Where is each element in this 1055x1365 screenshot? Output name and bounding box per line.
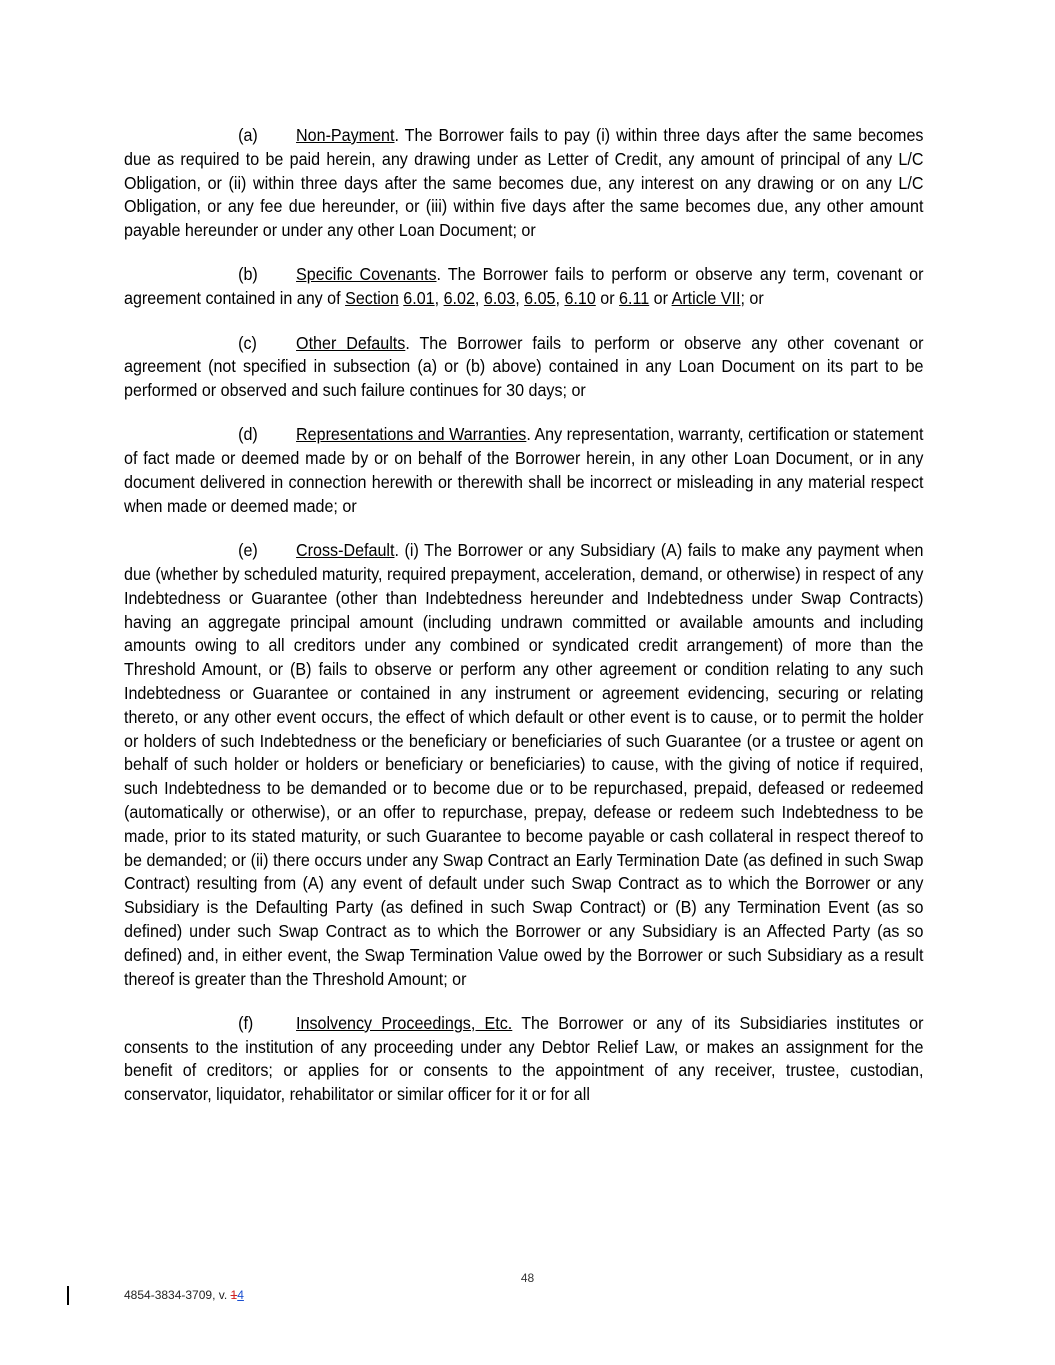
clause [124,423,923,518]
clause-text: The Borrower or any of its Subsidiaries institutes or consents to the institution of any proceeding under any Debtor Relief Law, or makes an assignment for the benefit of creditors; or applies for or consents to the appointment of any receiver, trustee, custodian, conservator, liquidator, rehabilitator or similar officer for it or for all [124,1012,924,1105]
clause-letter: (d) [238,424,258,445]
revision-change-bar [67,1286,69,1305]
clause-text: ; or [740,288,764,309]
clause [124,263,923,311]
document-id [124,1288,244,1302]
clause-text: , [555,288,565,309]
cross-reference: 6.02 [443,288,475,309]
page-number: 48 [520,1271,535,1285]
clause [124,1012,923,1107]
clause-letter: (f) [238,1012,254,1033]
clause-list [124,124,923,1107]
document-id-prefix: 4854-3834-3709, v. [124,1288,231,1302]
clause-text: or [649,288,672,309]
cross-reference: 6.10 [564,288,596,309]
cross-reference: Section [345,288,399,309]
version-inserted: 4 [237,1288,244,1302]
clause-text: , [434,288,444,309]
cross-reference: 6.11 [619,288,650,309]
clause-text: , [515,288,525,309]
cross-reference: 6.05 [524,288,556,309]
clause-heading: Non-Payment [296,125,395,145]
document-body [124,124,924,1127]
clause-text: . Any representation, warranty, certification or statement of fact made or deemed made by or on behalf of the Borrower herein, in any other Loan Document, or in any document delivered in connection herewith or therewith shall be incorrect or misleading in any material respect when made or deemed made; or [124,424,924,516]
clause [124,332,923,403]
cross-reference: Article VII [671,288,741,309]
cross-reference: 6.03 [483,288,516,309]
clause-letter: (c) [238,332,257,353]
clause-heading: Cross-Default [296,540,395,561]
clause-letter: (a) [238,125,258,145]
clause-heading: Insolvency Proceedings, Etc. [296,1012,513,1033]
clause-heading: Specific Covenants [296,264,437,285]
clause-letter: (e) [238,540,258,561]
clause-text: . The Borrower fails to pay (i) within three days after the same becomes due as required to be paid herein, any drawing under as Letter of Credit, any amount of principal of any L/C Obligation, or (ii) within three days after the same becomes due, any interest on any drawing or on any L/C Obligation, or any fee due hereunder, or (iii) within five days after the same becomes due, any other amount payable hereunder or under any other Loan Document; or [124,125,924,241]
clause-text: . (i) The Borrower or any Subsidiary (A) fails to make any payment when due (whether by scheduled maturity, required prepayment, acceleration, demand, or otherwise) in respect of any Indebtedness or Guarantee (other than Indebtedness hereunder and Indebtedness under Swap Contracts) having an aggregate principal amount (including undrawn committed or available amounts and including amounts owing to all creditors under any combined or syndicated credit arrangement) of more than the Threshold Amount, or (B) fails to observe or perform any other agreement or condition relating to any such Indebtedness or Guarantee or contained in any instrument or agreement evidencing, securing or relating thereto, or any other event occurs, the effect of which default or other event is to cause, or to permit the holder or holders of such Indebtedness or the beneficiary or beneficiaries of such Guarantee (or a trustee or agent on behalf of such holder or holders or beneficiary or beneficiaries) to cause, with the giving of notice if required, such Indebtedness to be demanded or to become due or to be repurchased, prepaid, defeased or redeemed (automatically or otherwise), or an offer to repurchase, prepay, defease or redeem such Indebtedness to be made, prior to its stated maturity, or such Guarantee to become payable or cash collateral in respect thereof to be demanded; or (ii) there occurs under any Swap Contract an Early Termination Date (as defined in such Swap Contract) resulting from (A) any event of default under such Swap Contract as to which the Borrower or any Subsidiary is the Defaulting Party (as defined in such Swap Contract) or (B) any Termination Event (as so defined) under such Swap Contract as to which the Borrower or any Subsidiary is an Affected Party (as so defined) and, in either event, the Swap Termination Value owed by the Borrower or such Subsidiary as a result thereof is greater than the Threshold Amount; or [124,540,924,989]
clause-text: . The Borrower fails to perform or observe any other covenant or agreement (not specified in subsection (a) or (b) above) contained in any Loan Document on its part to be performed or observed and such failure continues for 30 days; or [124,332,924,401]
clause-heading: Representations and Warranties [296,424,527,445]
clause-text: , [474,288,484,309]
clause [124,539,923,991]
cross-reference: 6.01 [403,288,435,309]
clause-heading: Other Defaults [296,332,406,353]
clause-text: . The Borrower fails to perform or observe any term, covenant or agreement contained in any of [124,264,924,309]
clause [124,124,923,243]
clause-letter: (b) [238,264,258,285]
clause-text: or [595,288,620,309]
version-deleted: 1 [230,1288,238,1302]
